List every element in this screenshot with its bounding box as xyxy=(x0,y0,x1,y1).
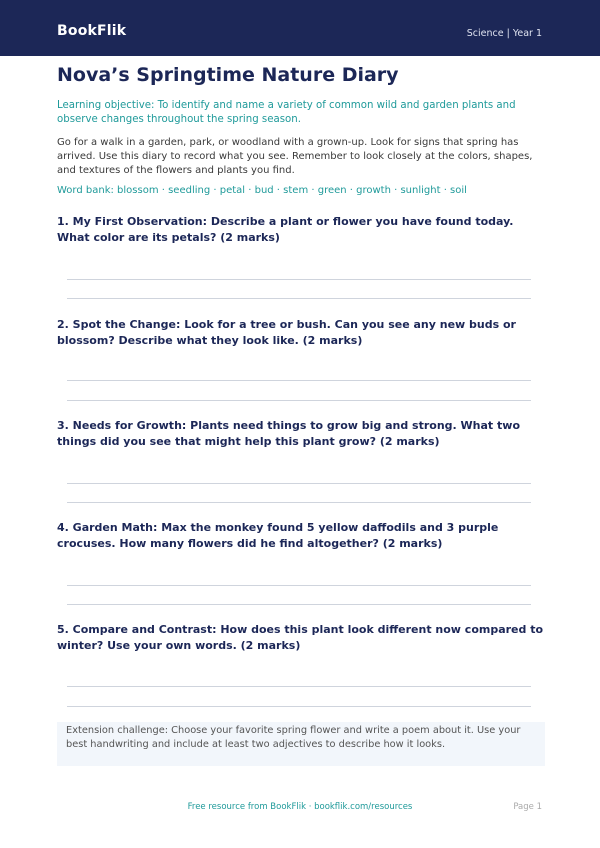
answer-line[interactable] xyxy=(67,298,531,299)
answer-line[interactable] xyxy=(67,279,531,280)
answer-line[interactable] xyxy=(67,502,531,503)
answer-line[interactable] xyxy=(67,686,531,687)
extension-challenge xyxy=(57,722,545,766)
extension-text: Extension challenge: Choose your favorite spring flower and write a poem about it. Use your best handwriting and include at least two adjectives to describe how it looks. xyxy=(66,725,521,750)
page-title: Nova’s Springtime Nature Diary xyxy=(57,64,399,86)
footer-link[interactable]: Free resource from BookFlik · bookflik.com/resources xyxy=(187,802,413,812)
intro-text: Go for a walk in a garden, park, or woodland with a grown-up. Look for signs that spring has arrived. Use this diary to record what you see. Remember to look closely at the colors, shapes, and textures of the flowers and plants you find. xyxy=(57,137,533,176)
subject-year: Science | Year 1 xyxy=(466,28,542,39)
answer-line[interactable] xyxy=(67,706,531,707)
question-1: 1. My First Observation: Describe a plant or flower you have found today. What color are its petals? (2 marks) xyxy=(57,215,514,244)
page-header xyxy=(0,0,600,56)
brand-logo: BookFlik xyxy=(57,23,127,39)
page-number: Page 1 xyxy=(513,802,542,812)
word-bank: Word bank: blossom · seedling · petal · bud · stem · green · growth · sunlight · soil xyxy=(57,185,467,196)
question-3: 3. Needs for Growth: Plants need things to grow big and strong. What two things did you see that might help this plant grow? (2 marks) xyxy=(57,419,520,448)
answer-line[interactable] xyxy=(67,400,531,401)
question-4: 4. Garden Math: Max the monkey found 5 yellow daffodils and 3 purple crocuses. How many flowers did he find altogether? (2 marks) xyxy=(57,521,499,550)
answer-line[interactable] xyxy=(67,483,531,484)
question-5: 5. Compare and Contrast: How does this plant look different now compared to winter? Use your own words. (2 marks) xyxy=(57,623,544,652)
answer-line[interactable] xyxy=(67,380,531,381)
question-2: 2. Spot the Change: Look for a tree or bush. Can you see any new buds or blossom? Describe what they look like. (2 marks) xyxy=(57,318,516,347)
answer-line[interactable] xyxy=(67,604,531,605)
learning-objective: Learning objective: To identify and name a variety of common wild and garden plants and observe changes throughout the spring season. xyxy=(57,100,516,125)
answer-line[interactable] xyxy=(67,585,531,586)
